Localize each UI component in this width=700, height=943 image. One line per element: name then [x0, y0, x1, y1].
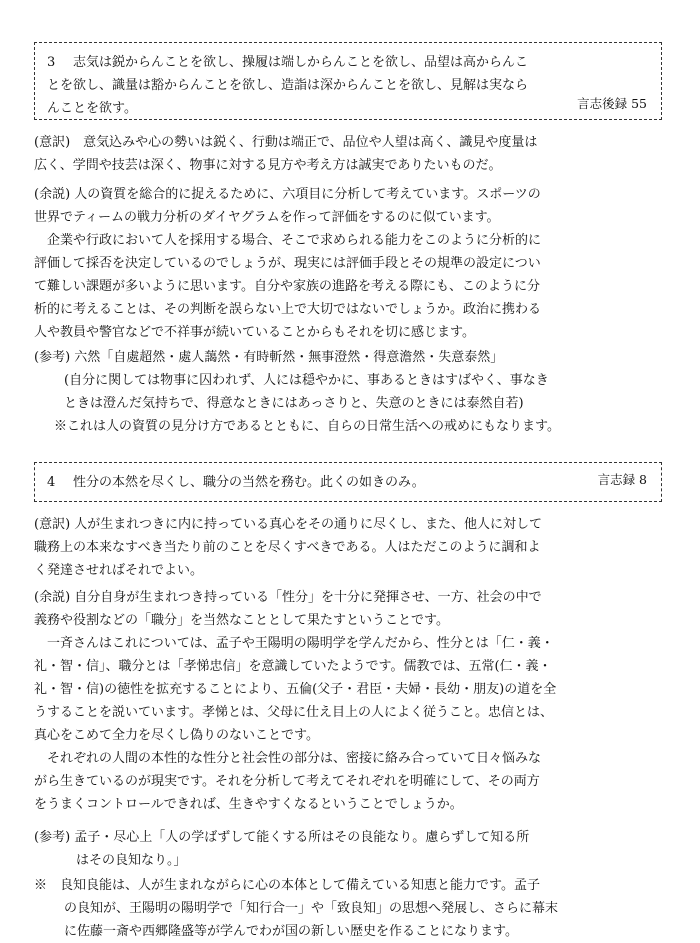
text-line: 職務上の本来なすべき当たり前のことを尽くすべきである。人はただこのように調和よ: [34, 540, 541, 555]
text-line: 真心をこめて全力を尽くし偽りのないことです。: [34, 728, 319, 743]
source-citation: 言志録 8: [597, 472, 647, 487]
commentary-4: [34, 586, 664, 816]
text-line: 人や教員や警官などで不祥事が続いていることからもそれを切に感じます。: [34, 325, 475, 340]
text-line: それぞれの人間の本性的な性分と社会性の部分は、密接に絡み合っていて日々悩みな: [34, 751, 542, 766]
text-line: (余説) 人の資質を総合的に捉えるために、六項目に分析して考えています。スポーツの: [34, 187, 541, 202]
commentary-3: [34, 183, 664, 344]
text-line: をうまくコントロールできれば、生きやすくなるということでしょうか。: [34, 797, 463, 812]
text-line: (自分に関しては物事に囚われず、人には穏やかに、事あるときはすばやく、事なき: [64, 373, 549, 388]
text-line: て難しい課題が多いように思います。自分や家族の進路を考える際にも、このように分: [34, 279, 540, 294]
text-line: (参考) 孟子・尽心上「人の学ばずして能くする所はその良能なり。慮らずして知る所: [34, 830, 530, 845]
quote-box-3: [34, 42, 662, 120]
text-line: 一斉さんはこれについては、孟子や王陽明の陽明学を学んだから、性分とは「仁・義・: [34, 636, 554, 651]
translation-3: [34, 131, 664, 177]
section-number: 3: [47, 55, 56, 70]
source-citation: 言志後録 55: [577, 96, 647, 111]
text-line: はその良知なり。」: [76, 853, 187, 868]
text-line: (意訳) 意気込みや心の勢いは鋭く、行動は端正で、品位や人望は高く、識見や度量は: [34, 135, 538, 150]
note-line: に佐藤一斎や西郷隆盛等が学んでわが国の新しい歴史を作ることになります。: [64, 924, 518, 939]
note-line: ※ 良知良能は、人が生まれながらに心の本体として備えている知恵と能力です。孟子: [34, 878, 540, 893]
quote-line: 志気は鋭からんことを欲し、操履は端しからんことを欲し、品望は高からんこ: [73, 55, 529, 70]
quote-line: んことを欲す。: [47, 101, 137, 116]
text-line: (意訳) 人が生まれつきに内に持っている真心をその通りに尽くし、また、他人に対して: [34, 517, 543, 532]
text-line: (余説) 自分自身が生まれつき持っている「性分」を十分に発揮させ、一方、社会の中で: [34, 590, 542, 605]
text-line: 析的に考えることは、その判断を誤らない上で大切ではないでしょうか。政治に携わる: [34, 302, 542, 317]
text-line: 広く、学問や技芸は深く、物事に対する見方や考え方は誠実でありたいものだ。: [34, 158, 502, 173]
reference-3: [34, 346, 664, 438]
text-line: がら生きているのが現実です。それを分析して考えてそれぞれを明確にして、その両方: [34, 774, 540, 789]
note-line: の良知が、王陽明の陽明学で「知行合一」や「致良知」の思想へ発展し、さらに幕末: [64, 901, 559, 916]
note-line: ※これは人の資質の見分け方であるとともに、自らの日常生活への戒めにもなります。: [54, 419, 560, 434]
text-line: 礼・智・信」、職分とは「孝悌忠信」を意識していたようです。儒教では、五常(仁・義・: [34, 659, 552, 674]
translation-4: [34, 513, 664, 582]
quote-box-4: [34, 462, 662, 502]
text-line: 世界でティームの戦力分析のダイヤグラムを作って評価をするのに似ています。: [34, 210, 500, 225]
text-line: ときは澄んだ気持ちで、得意なときにはあっさりと、失意のときには泰然自若): [64, 396, 524, 411]
text-line: 企業や行政において人を採用する場合、そこで求められる能力をこのように分析的に: [34, 233, 542, 248]
note-4: [34, 874, 664, 943]
section-number: 4: [47, 475, 56, 490]
text-line: 評価して採否を決定しているのでしょうが、現実には評価手段とその規準の設定につい: [34, 256, 541, 271]
text-line: 義務や役割などの「職分」を当然なこととして果たすということです。: [34, 613, 449, 628]
reference-title: (参考) 六然「自處超然・處人藹然・有時斬然・無事澄然・得意澹然・失意泰然」: [34, 350, 504, 365]
text-line: うすることを説いています。孝悌とは、父母に仕え目上の人によく従うこと。忠信とは、: [34, 705, 553, 720]
text-line: 礼・智・信)の徳性を拡充することにより、五倫(父子・君臣・夫婦・長幼・朋友)の道を全: [34, 682, 557, 697]
reference-4: [34, 826, 664, 872]
quote-line: 性分の本然を尽くし、職分の当然を務む。此くの如きのみ。: [73, 475, 425, 490]
quote-line: とを欲し、識量は豁からんことを欲し、造詣は深からんことを欲し、見解は実なら: [47, 78, 529, 93]
text-line: く発達させればそれでよい。: [34, 563, 204, 578]
